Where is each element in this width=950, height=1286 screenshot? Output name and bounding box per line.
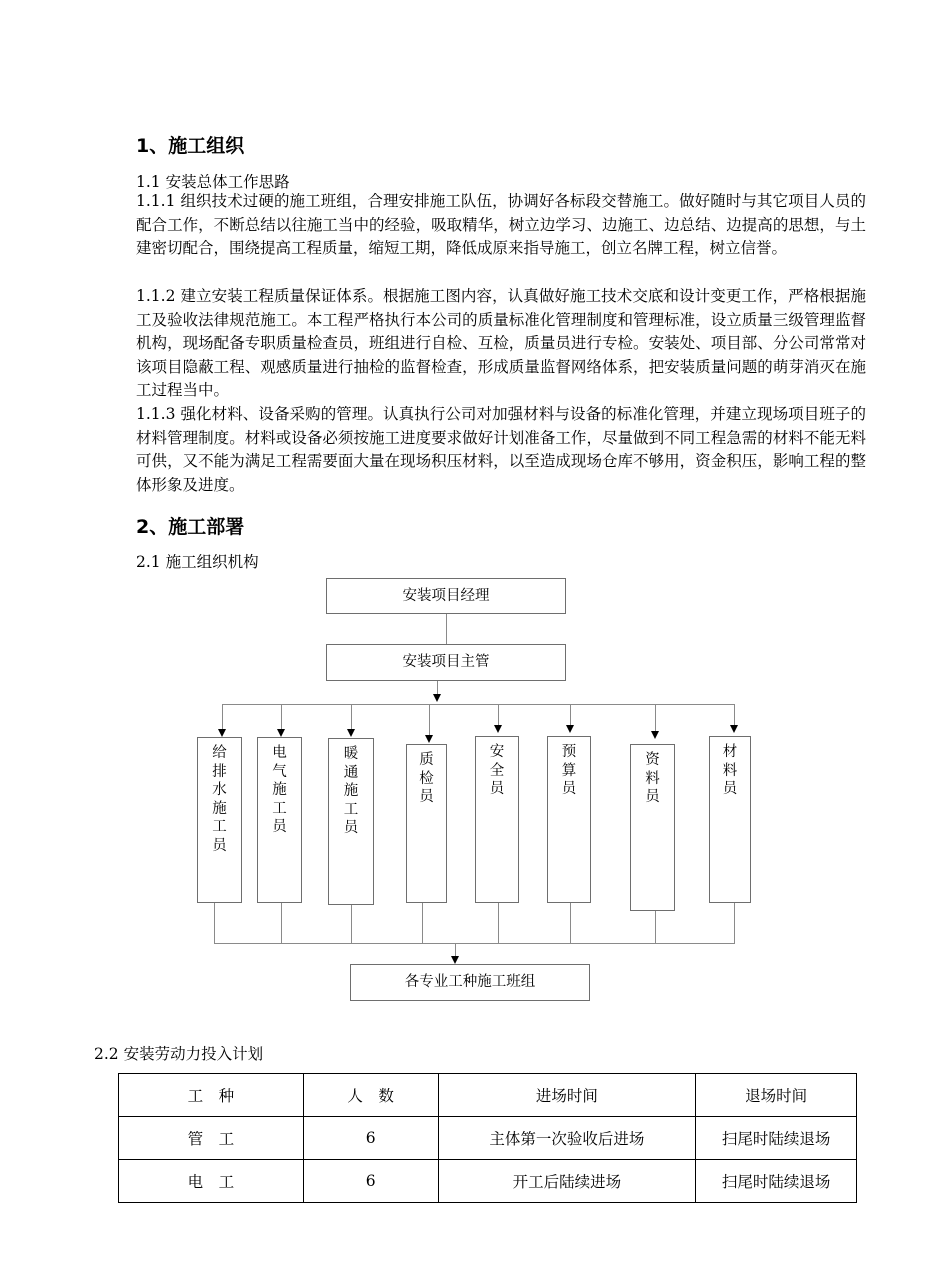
connector — [429, 704, 430, 736]
org-box-project-manager: 安装项目经理 — [326, 578, 566, 614]
table-header-row — [119, 1074, 857, 1117]
connector — [422, 903, 423, 943]
subsection-1-1-title: 1.1 安装总体工作思路 — [136, 173, 290, 191]
connector — [734, 903, 735, 943]
org-box-budget-officer: 预 算 员 — [547, 736, 591, 903]
table-header-cell: 进场时间 — [438, 1074, 696, 1117]
connector — [570, 704, 571, 726]
arrow-down-icon — [451, 956, 459, 964]
connector — [570, 903, 571, 943]
table-row — [119, 1117, 857, 1160]
connector — [222, 704, 223, 730]
paragraph-1-1-1: 1.1.1 组织技术过硬的施工班组，合理安排施工队伍，协调好各标段交替施工。做好随时与其它项目人员的配合工作，不断总结以往施工当中的经验，吸取精华，树立边学习、边施工、边总结、边提高的思想，与土建密切配合，围绕提高工程质量，缩短工期，降低成原来指导施工，创立名牌工程，树立信誉。 — [136, 192, 866, 258]
table-cell: 开工后陆续进场 — [438, 1160, 696, 1203]
connector — [446, 614, 447, 644]
arrow-down-icon — [730, 725, 738, 733]
paragraph-1-1-3: 1.1.3 强化材料、设备采购的管理。认真执行公司对加强材料与设备的标准化管理，并建立现场项目班子的材料管理制度。材料或设备必须按施工进度要求做好计划准备工作，尽量做到不同工程急需的材料不能无料可供，又不能为满足工程需要面大量在现场积压材料，以至造成现场仓库不够用，资金积压，影响工程的整体形象及进度。 — [136, 405, 866, 494]
arrow-down-icon — [566, 725, 574, 733]
table-cell: 主体第一次验收后进场 — [438, 1117, 696, 1160]
table-header-cell: 工 种 — [119, 1074, 304, 1117]
connector — [214, 943, 735, 944]
table-cell: 扫尾时陆续退场 — [696, 1160, 857, 1203]
table-cell: 6 — [303, 1117, 438, 1160]
org-box-material-officer: 材 料 员 — [709, 736, 751, 903]
arrow-down-icon — [347, 729, 355, 737]
table-cell: 电 工 — [119, 1160, 304, 1203]
connector — [351, 704, 352, 730]
connector — [498, 704, 499, 726]
connector — [214, 903, 215, 943]
table-cell: 管 工 — [119, 1117, 304, 1160]
paragraph-1-1-2: 1.1.2 建立安装工程质量保证体系。根据施工图内容，认真做好施工技术交底和设计变更工作，严格根据施工及验收法律规范施工。本工程严格执行本公司的质量标准化管理制度和管理标准，设立质量三级管理监督机构，现场配备专职质量检查员，班组进行自检、互检，质量员进行专检。安装处、项目部、分公司常常对该项目隐蔽工程、观感质量进行抽检的监督检查，形成质量监督网络体系，把安装质量问题的萌芽消灭在施工过程当中。 — [136, 287, 866, 400]
org-box-electrical-worker: 电 气 施 工 员 — [257, 737, 302, 903]
connector — [734, 704, 735, 726]
connector — [351, 905, 352, 943]
connector — [455, 943, 456, 957]
connector — [498, 903, 499, 943]
org-box-project-supervisor: 安装项目主管 — [326, 644, 566, 681]
org-box-safety-officer: 安 全 员 — [475, 736, 519, 903]
arrow-down-icon — [277, 729, 285, 737]
table-cell: 6 — [303, 1160, 438, 1203]
connector — [281, 903, 282, 943]
table-header-cell: 人 数 — [303, 1074, 438, 1117]
labor-plan-table — [118, 1073, 857, 1203]
connector — [655, 911, 656, 943]
section-1-title: 1、施工组织 — [136, 135, 245, 157]
section-2-title: 2、施工部署 — [136, 516, 245, 538]
arrow-down-icon — [494, 725, 502, 733]
org-box-quality-inspector: 质 检 员 — [406, 744, 447, 903]
table-row — [119, 1160, 857, 1203]
org-box-trade-crews: 各专业工种施工班组 — [350, 964, 590, 1001]
arrow-down-icon — [425, 735, 433, 743]
table-cell: 扫尾时陆续退场 — [696, 1117, 857, 1160]
org-box-plumbing-worker: 给 排 水 施 工 员 — [197, 737, 242, 903]
connector — [437, 681, 438, 695]
connector — [655, 704, 656, 732]
connector — [222, 704, 734, 705]
subsection-2-2-title: 2.2 安装劳动力投入计划 — [94, 1045, 264, 1063]
arrow-down-icon — [433, 694, 441, 702]
org-box-document-officer: 资 料 员 — [630, 744, 675, 911]
subsection-2-1-title: 2.1 施工组织机构 — [136, 553, 259, 571]
connector — [281, 704, 282, 730]
arrow-down-icon — [651, 731, 659, 739]
table-header-cell: 退场时间 — [696, 1074, 857, 1117]
arrow-down-icon — [218, 729, 226, 737]
org-box-hvac-worker: 暖 通 施 工 员 — [328, 738, 374, 905]
